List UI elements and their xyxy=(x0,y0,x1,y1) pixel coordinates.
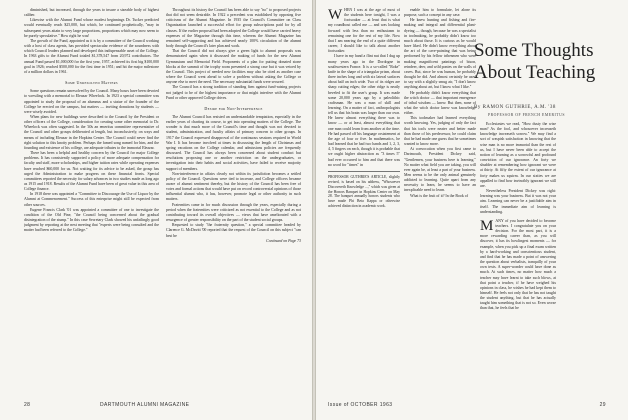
left-column-1 xyxy=(24,8,159,384)
paragraph: The growth of the Fund, appointed as it is by a committee of the Council working with a host of class agents, has provided spectacular evidence of the soundness with which Council leaders planned and developed this indispensable asset of the College. In 1963 gifts to the Alumni Fund totaled $1,378,547 from 20,972 contributors. The annual Fund passed $1,000,000 for the first year, 1957, achieved its first big $100,000 goal in 1926; reached $500,000 for the first time in 1951; and hit the major milestone of a million dollars in 1961. xyxy=(24,38,159,74)
paragraph: Some questions remain unresolved by the Council. Many hours have been devoted to wrestling with a memorial to Eleazar Wheelock. In 1923 a special committee was appointed to study the proposal of an alumnus and a statue of the founder of the College be erected on the campus, but matters — inviting donations by students — were wisely avoided. xyxy=(24,89,159,114)
lead-paragraph xyxy=(328,8,400,54)
paragraph: In 1918 there was appointed a "Committee to Discourage the Use of Liquor by the Alumni at Commencement." Success of this enterprise might still be expected from other sources. xyxy=(24,192,159,207)
paragraph: Requested to study "the fraternity question," a special committee headed by Clarence G. McDavitt '00 reported that the request of the Council on this subject "can best be xyxy=(166,223,301,238)
paragraph: HEN I was at the age of most of the students here tonight, I was a footsoaker — at least that is what my roundhout called me — and was looking forward with less than no enthusiasm to remaining one for the rest of my life. Now that I am nearing the end of a quite different career, I should like to talk about another footsoaker. xyxy=(328,8,400,54)
left-page xyxy=(0,0,312,420)
page-number: 29 xyxy=(599,402,606,408)
title-line: Some Thoughts xyxy=(474,40,594,61)
paragraph: That the Council did not always give a green light to alumni proposals was demonstrated again when it discussed the making of funds for the new Alumni Gymnasium and Memorial Field. Proponents of a plan for putting donated stone blocks at the summit of the trophy room presented a strong case but it was vetoed by the Council. This project of needed new facilities may also be cited as another case where the Council went ahead to solve a problem without asking the College or anyone else to meet the need. The necessary substantial funds were secured. xyxy=(166,49,301,85)
paragraph: Eugene Francis Clark '01 was appointed a committee of one to investigate the condition of the Old Pine, "the Council being concerned about the gradual disintegration of the stump." In this case Secretary Clark showed his unfailingly good judgment by reporting at the next meeting that "experts were being consulted and the matter had been referred to the College." xyxy=(24,207,159,233)
drop-cap: W xyxy=(328,8,343,23)
right-column-3 xyxy=(480,122,556,384)
left-column-2 xyxy=(166,8,301,384)
section-heading: Some Unresolved Matters xyxy=(65,80,118,86)
paragraph: The Alumni Council has resisted an understandable temptation, especially in the earlier years of charting its course, to get into operating matters of the College. The wonder is that much more of the Council's time and thought was not devoted to student, administration, and faculty affairs of primary concern to other groups. In 1917 the Council expressed disapproval of the continuous sessions required in World War I. It has become involved at times in discussing the length of Christmas and spring vacations on the College calendar, and admissions policies are frequently discussed. The Council has always been concerned about student conduct but resolutions proposing one or another restriction on the undergraduates, or investigation into their habits and social activities, have failed to receive majority support of members. xyxy=(166,114,301,171)
footer-title: DARTMOUTH ALUMNI MAGAZINE xyxy=(100,402,190,408)
paragraph: Non-interference in affairs clearly not within its jurisdiction becomes a settled policy of the Council. Questions were tied to increase, and College officers became aware of alumni sentiment thereby, but the history of the Council has been free of votes and formal actions that would have put on record controversial opinions of those influential alumni who, it has, however, promote legal or other authority in such matters. xyxy=(166,171,301,202)
byline: By RAMON GUTHRIE, A.M. '38 xyxy=(474,105,556,110)
paragraph: diminished, but increased, through the years to insure a sizeable body of highest caliber. xyxy=(24,8,159,18)
article-title xyxy=(474,40,614,84)
paragraph: enable him to formulate, let alone its purpose, such a concept in any case. xyxy=(404,8,476,18)
byline-subtitle: PROFESSOR OF FRENCH EMERITUS xyxy=(488,113,565,117)
paragraph: ANY of you have decided to become teachers. I congratulate you on your decision. For the most part, it is a more rewarding career than, as you will discover, it has its howlingest moments — for example, when you pick up a final exam written by a hard-working and conscientious student, and find that he has made a point of answering the question about verbalists, tranquilly of your own texts. A super-wonder could have done as much. At such times, no matter how much a teacher may have learnt to take such blows, at that point a teacher, if he have weighed his opinions in class, he wishes he had kept them to himself. He feels not only that he has not taught the student anything, but that he has actually taught him something that is not so. Even worse than that, he feels that he xyxy=(480,218,556,311)
paragraph: Ecclesiastes we read, "How dusty the wise man? As the fool, and whosoever increaseth knowledge increaseth sorrow." We may find a sort of waspish satisfaction in knowing that the wise man is no more immortal than the rest of us, but I have never been able to accept the notion of learning as a sorrowful and profound conviction of our ignorance. An forty we shudder at remembering how ignorant we were at thirty. At fifty the extent of our ignorance at forty makes us squirm. In our sixties we are appalled to find how invincibly ignorant we still are. xyxy=(480,122,556,188)
paragraph: He knew hunting and fishing and fire-making and integral and differential plant-dyeing — though, because he was a specialist in toolmaking, he probably didn't know too much about those. It is curious as he would have liked. He didn't know everything about the art of the cave-painting that was being performed by his fellow tribesmen who were making magnificent paintings of bison, reindeer, deer, and wild ponies on the walls of caves. But, since he was human, he probably thought he did. And almost certainly he used to say with a slightly smug air, "I don't know anything about art, but I know what I like." xyxy=(404,18,476,90)
paragraph: Likewise with the Alumni Fund whose modest beginnings Dr. Tucker predicted would eventually reach $25,000, but which, he continued prophetically, "may in subsequent years attain to very large proportions, proportions which may now seem to be purely speculative." How right he was! xyxy=(24,18,159,38)
paragraph: When plans for new buildings were described to the Council by the President or other officers of the College, consideration for creating some other memorial to Dr. Wheelock was often suggested. In the '40s an emeritus committee representative of the Council and other groups deliberated at length, but inconclusively, on ways and means of including Eleazar in the Hopkins Center. The Council could never find the right solution to this knotty problem. Perhaps the famed song named for him, and the founding and existence of his college, are adequate tributes to the immortal Eleazar. xyxy=(24,114,159,150)
editor-note: PROFESSOR GUTHRIE'S ARTICLE, slightly revised, is based on his address, "Whosoever Discovereth Knowledge ...," which was given at the Honors Banquet in Hopkins Center on May 28. The banquet annually honors students who have made Phi Beta Kappa or otherwise achieved distinction in academic work. xyxy=(328,174,400,209)
drop-cap: M xyxy=(480,217,494,234)
right-column-2 xyxy=(404,8,476,384)
page-number: 28 xyxy=(24,402,31,408)
continued-note: Continued on Page 73 xyxy=(266,238,301,243)
paragraph: Throughout its history the Council has been able to say "no" to proposed projects that did not seem desirable. In 1922 a precedent was established by opposing five criticisms of the Alumni Magazine. In 1935 the Council's Committee on Class Organization launched a successful effort for group subscriptions paid for by all classes. If the earlier proposal had been adopted the College would have carried heavy expenses of the Magazine through this time, whereas the Alumni Magazine has remained self-supporting and has achieved nearly 100% circulation of the alumni body through the Council's later plan and work. xyxy=(166,8,301,49)
paragraph: Nevertheless President Dickey was right: learning was your business. But it was not your aim. Learning can never be a justifiable aim in itself. The immediate aim of learning is understanding. xyxy=(480,189,556,214)
paragraph: There has been a helpful and healthy concern by the Council for major College problems. It has consistently supported a policy of more adequate compensation for faculty and staff, more scholarships, and higher tuition rates while operating expenses have reached $60,000 for us. Not waiting for its advice to be asked, the group has urged the Administration to make progress on these financial fronts. Special committees reported the necessity for salary advances in two studies made as long ago as 1915 and 1918. Results of the Alumni Fund have been of great value in this area of College finance. xyxy=(24,151,159,192)
lead-paragraph xyxy=(480,219,556,312)
title-line: About Teaching xyxy=(474,62,596,83)
right-column-1 xyxy=(328,8,400,384)
section-heading: Desire for Non-Interference xyxy=(204,105,263,111)
footer-issue: Issue of OCTOBER 1963 xyxy=(328,402,393,408)
paragraph: What is the fruit of it? In the Book of xyxy=(410,193,469,198)
paragraph: At convocation when you first came to Dartmouth, President Dickey said, "Gentlemen, your business here is learning." No matter what field you are taking, you will ever again be, at least a part of your business. Men seems to be the only animal genuinely addicted to learning. Quite apart from any necessity to learn, he seems to have an inexplicable need to learn. xyxy=(404,147,476,193)
paragraph: He probably didn't know everything that the witch doctor — that important emergence of tribal wisdom — knew. But then, none of what the witch doctor knew was knowledge either. xyxy=(404,90,476,116)
divider xyxy=(328,171,400,172)
paragraph: The Council has a strong tradition of standing firm against fund-raising projects not judged to be of the highest importance or that might interfere with the Alumni Fund or other approved College drives. xyxy=(166,85,301,100)
paragraph: I have in my hand a flint nut that I dug up many years ago in the Dordogne in southwestern France. It is a so-called "Roke" knife in the shape of a triangular prism, about three inches long and with six lateral surfaces about half an inch wide. Two of its ridges are sharp cutting edges; the other ridge is neatly beveled to fit the user's grasp. It was made some 20,000 years ago by a paleolithic craftsman. He was a man of skill and learning. On a matter of fact, anthropologists tell us that his brain was larger than our own. He knew almost everything there was to know — or at least, almost everything that one man could learn from another at the time. He had passed off his language orstatement at the age of four or five. In mathematics, he had learned that he had two hands and 1, 2, 3, 4, 5 fingers on each, though it is probable that we ought higher abstraction as "3 times 5" had ever occurred to him and that there was no word for "times" in xyxy=(328,54,400,167)
paragraph: Fraternities came in for much discussion through the years, especially during a period when the fraternities were criticized as not essential to the College and as not contributing toward its overall objectives — views that have ameliorated with a resurgence of greater responsibility on the part of the student social groups. xyxy=(166,202,301,223)
paragraph: This toolmaker had learned everything worth knowing. Yes, judging of only the fact that his tools were neater and better made than those of his predecessor, he could claim that he had made one guess that he sometimes wanted to know more. xyxy=(404,116,476,147)
